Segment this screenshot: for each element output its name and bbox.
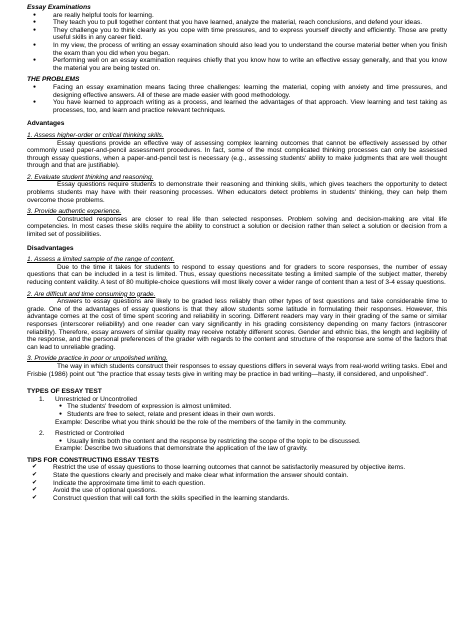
advantage-heading-1: 1. Assess higher-order or critical thinking skills. xyxy=(27,131,164,139)
disadvantage-body-1: Due to the time it takes for students to respond to essay questions and for graders to score responses, the number of essay questions that can be included in a test is limited. Thus, essay questions necessitate testing a limited sample of the subject matter, thereby reducing content validity. A test of 80 multiple-choice questions will most likely cover a wider range of content than a test of 3-4 essay questions. xyxy=(27,263,447,286)
list-item: ● Usually limits both the content and the response by restricting the scope of the topic to be discussed. xyxy=(27,438,447,446)
list-item: ● They teach you to pull together content that you have learned, analyze the material, reach conclusions, and defend your ideas. xyxy=(27,19,447,27)
advantage-heading-2: 2. Evaluate student thinking and reasoning. xyxy=(27,173,154,181)
advantage-heading-3: 3. Provide authentic experience. xyxy=(27,208,122,216)
list-item: ● They challenge you to think clearly as you cope with time pressures, and to express yourself directly and efficiently. Those are pretty useful skills in any career field. xyxy=(27,27,447,42)
list-item: ✔ Avoid the use of optional questions. xyxy=(27,487,447,495)
type-1-bullets xyxy=(27,403,447,418)
advantage-body-2: Essay questions require students to demonstrate their reasoning and thinking skills, which gives teachers the opportunity to detect problems students may have with their reasoning processes. When educators detect problems in students' thinking, they can help them overcome those problems. xyxy=(27,181,447,204)
type-1-example: Example: Describe what you think should be the role of the members of the family in the community. xyxy=(55,418,347,426)
type-2-bullets xyxy=(27,438,447,446)
document-page xyxy=(27,4,447,502)
types-heading: TYPES OF ESSAY TEST xyxy=(27,388,102,396)
advantage-body-1: Essay questions provide an effective way of assessing complex learning outcomes that cannot be effectively assessed by other commonly used paper-and-pencil assessment procedures. In fact, some of the most complicated thinking processes can only be assessed through essay questions, when a paper-and-pencil test is necessary (e.g., assessing students' ability to make judgments that are well thought through and that are justifiable). xyxy=(27,139,447,170)
list-item: ● Performing well on an essay examination requires chiefly that you know how to write an effective essay generally, and that you know the material you are being tested on. xyxy=(27,57,447,72)
list-item: ● Students are free to select, relate and present ideas in their own words. xyxy=(27,411,447,419)
disadvantage-body-3: The way in which students construct their responses to essay questions differs in several ways from real-world writing tasks. Ebel and Frisbie (1986) point out "the practice that essay tests give in writing may be practice in bad writing—hasty, ill considered, and unpolished". xyxy=(27,362,447,378)
list-item: ✔ Restrict the use of essay questions to those learning outcomes that cannot be satisfactorily measured by objective items. xyxy=(27,464,447,472)
list-item: ✔ Construct question that will call forth the skills specified in the learning standards. xyxy=(27,495,447,503)
problems-list xyxy=(27,84,447,114)
disadvantages-heading: Disadvantages xyxy=(27,244,74,252)
list-item: ● In my view, the process of writing an essay examination should also lead you to understand the course material better when you finish the exam than you did when you began. xyxy=(27,42,447,57)
list-item: ● are really helpful tools for learning. xyxy=(27,12,447,20)
disadvantage-heading-3: 3. Provide practice in poor or unpolished writing. xyxy=(27,355,168,363)
type-number: 1. xyxy=(39,395,45,403)
tips-heading: TIPS FOR CONSTRUCTING ESSAY TESTS xyxy=(27,456,159,464)
disadvantage-body-2: Answers to essay questions are likely to be graded less reliably than other types of test questions and take considerable time to grade. One of the advantages of essay questions is that they allow students some latitude in formulating their responses. However, this advantage comes at the cost of time spent scoring and reliability in scoring. Different readers may vary in their grading of the same or similar responses (interscorer reliability) and one reader can vary significantly in his grading consistency depending on many factors (intrascorer reliability). Therefore, essay answers of similar quality may receive notably different scores. Gender and ethnic bias, the length and legibility of the response, and the personal preferences of the grader with regards to the content and structure of the response are some of the factors that can lead to unreliable grading. xyxy=(27,298,447,351)
type-item-1 xyxy=(27,396,447,404)
list-item: ✔ Indicate the approximate time limit to each question. xyxy=(27,480,447,488)
essay-exams-heading: Essay Examinations xyxy=(27,4,91,11)
list-item: ● You have learned to approach writing as a process, and learned the advantages of that approach. View learning and test taking as processes, too, and learn and practice relevant techniques. xyxy=(27,99,447,114)
disadvantage-heading-2: 2. Are difficult and time consuming to grade. xyxy=(27,290,156,298)
list-item: ● Facing an essay examination means facing three challenges: learning the material, coping with anxiety and time pressures, and designing effective answers. All of these are made easier with good methodology. xyxy=(27,84,447,99)
type-item-2 xyxy=(27,430,447,438)
type-number: 2. xyxy=(39,430,45,438)
type-2-example: Example: Describe two situations that demonstrate the application of the law of gravity. xyxy=(55,445,308,453)
type-label: Unrestricted or Uncontrolled xyxy=(55,395,138,403)
essay-exams-list xyxy=(27,12,447,73)
list-item: ✔ State the questions clearly and precisely and make clear what information the answer should contain. xyxy=(27,472,447,480)
disadvantage-heading-1: 1. Assess a limited sample of the range of content. xyxy=(27,256,175,264)
tips-list xyxy=(27,464,447,502)
problems-heading: THE PROBLEMS xyxy=(27,76,80,84)
list-item: ● The students' freedom of expression is almost unlimited. xyxy=(27,403,447,411)
advantage-body-3: Constructed responses are closer to real life than selected responses. Problem solving and decision-making are vital life competencies. In most cases these skills require the ability to construct a solution or decision rather than select a solution or decision from a limited set of possibilities. xyxy=(27,215,447,239)
type-label: Restricted or Controlled xyxy=(55,430,125,438)
advantages-heading: Advantages xyxy=(27,120,65,128)
